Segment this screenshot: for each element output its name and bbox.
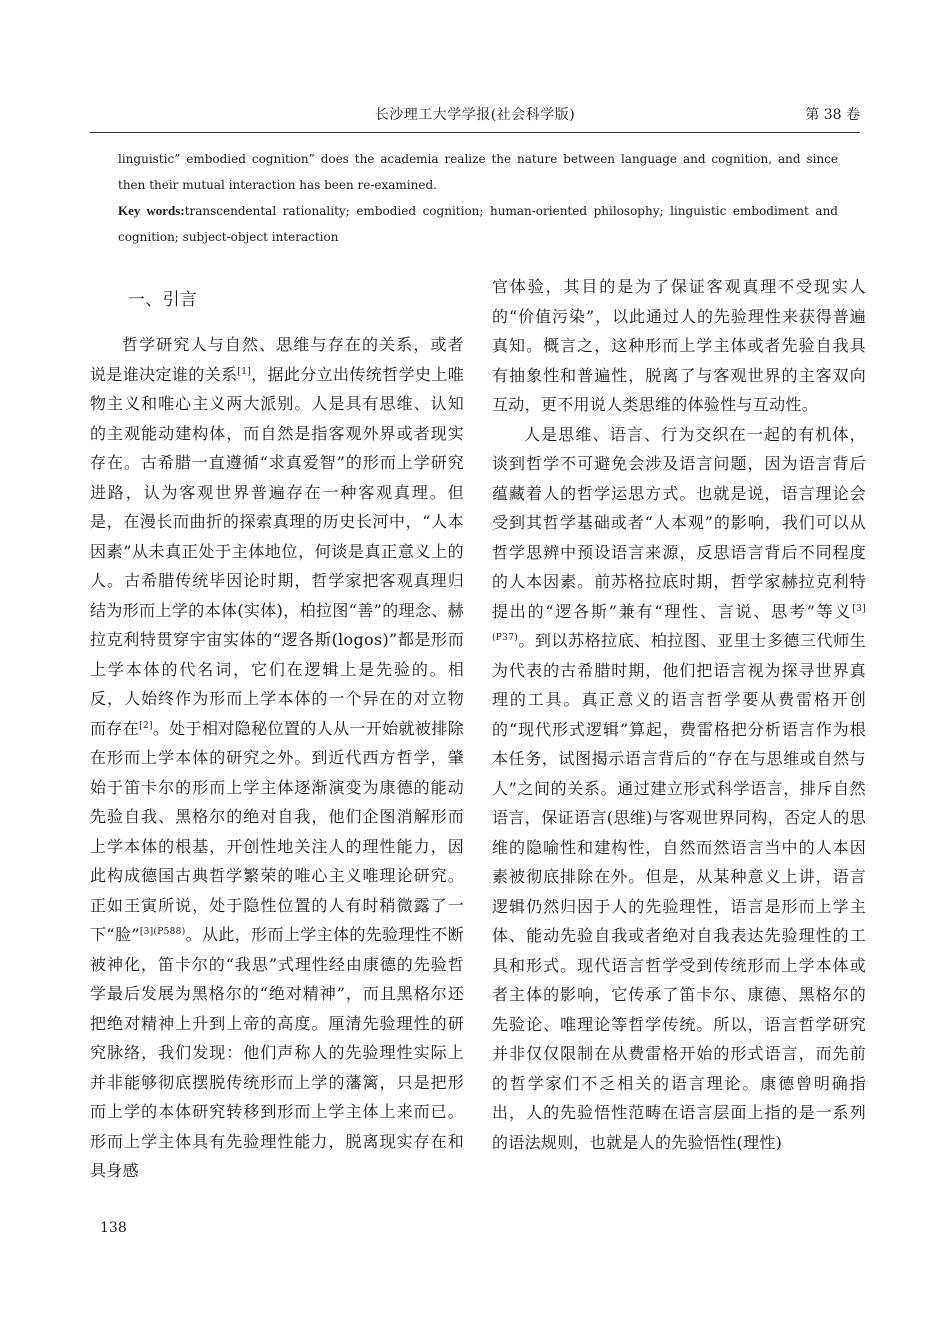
paragraph: 官体验，其目的是为了保证客观真理不受现实人的“价值污染”，以此通过人的先验理性来获得普遍真知。概言之，这种形而上学主体或者先验自我具有抽象性和普遍性，脱离了与客观世界的主客双向互动，更不用说人类思维的体验性与互动性。: [492, 277, 866, 414]
left-column: [90, 272, 464, 1186]
english-abstract-tail: [118, 146, 838, 250]
running-header: [90, 104, 860, 133]
keywords-text: transcendental rationality; embodied cognition; human-oriented philosophy; linguistic embodiment and cognition; subject-object interaction: [118, 204, 838, 244]
page-number: 138: [100, 1220, 127, 1236]
paragraph: [492, 420, 866, 1158]
keywords-line: [118, 198, 838, 250]
text-run: 。到以苏格拉底、柏拉图、亚里士多德三代师生为代表的古希腊时期，他们把语言视为探寻世界真理的工具。真正意义的语言哲学要从费雷格开创的“现代形式逻辑”算起，费雷格把分析语言作为根本任务，试图揭示语言背后的“存在与思维或自然与人”之间的关系。通过建立形式科学语言，排斥自然语言，保证语言(思维)与客观世界同构，否定人的思维的隐喻性和建构性，自然而然语言当中的人本因素被彻底排除在外。但是，从某种意义上讲，语言逻辑仍然归因于人的先验理性，语言是形而上学主体、能动先验自我或者绝对自我表达先验理性的工具和形式。现代语言哲学受到传统形而上学本体或者主体的影响，它传承了笛卡尔、康德、黑格尔的先验论、唯理论等哲学传统。所以，语言哲学研究并非仅仅限制在从费雷格开始的形式语言，而先前的哲学家们不乏相关的语言理论。康德曾明确指出，人的先验悟性范畴在语言层面上指的是一系列的语法规则，也就是人的先验悟性(理性): [492, 631, 866, 1152]
citation-ref: [2]: [139, 720, 153, 731]
citation-ref: [3](P588): [139, 927, 186, 937]
text-run: 人是思维、语言、行为交织在一起的有机体，谈到哲学不可避免会涉及语言问题，因为语言背后蕴藏着人的哲学运思方式。也就是说，语言理论会受到其哲学基础或者“人本观”的影响，我们可以从哲学思辨中预设语言来源，反思语言背后不同程度的人本因素。前苏格拉底时期，哲学家赫拉克利特提出的“逻各斯”兼有“理性、言说、思考”等义: [492, 424, 866, 621]
citation-ref: [1]: [237, 366, 252, 377]
abstract-text: linguistic” embodied cognition” does the academia realize the nature between language and cognition, and since then their mutual interaction has been re-examined.: [118, 152, 838, 192]
right-column: [492, 272, 866, 1157]
text-run: 。从此，形而上学主体的先验理性不断被神化，笛卡尔的“我思”式理性经由康德的先验哲学最后发展为黑格尔的“绝对精神”，而且黑格尔还把绝对精神上升到上帝的高度。厘清先验理性的研究脉络，我们发现：他们声称人的先验理性实际上并非能够彻底摆脱传统形而上学的藩篱，只是把形而上学的本体研究转移到形而上学主体上来而已。形而上学主体具有先验理性能力，脱离现实存在和具身感: [90, 925, 464, 1180]
citation-ref: [3](P37): [492, 603, 866, 643]
text-run: 哲学研究人与自然、思维与存在的关系，或者说是谁决定谁的关系: [90, 335, 464, 384]
volume-label: 第 38 卷: [805, 107, 860, 123]
section-heading: 一、引言: [128, 290, 198, 310]
text-run: ，据此分立出传统哲学史上唯物主义和唯心主义两大派别。人是具有思维、认知的主观能动建构体，而自然是指客观外界或者现实存在。古希腊一直遵循“求真爱智”的形而上学研究进路，认为客观世界普遍存在一种客观真理。但是，在漫长而曲折的探索真理的历史长河中，“人本因素”从未真正处于主体地位，何谈是真正意义上的人。古希腊传统毕因论时期，哲学家把客观真理归结为形而上学的本体(实体)，柏拉图“善”的理念、赫拉克利特贯穿宇宙实体的“逻各斯(logos)”都是形而上学本体的代名词，它们在逻辑上是先验的。相反，人始终作为形而上学本体的一个异在的对立物而存在: [90, 364, 465, 738]
keywords-label: Key words:: [118, 203, 185, 218]
paragraph: [90, 330, 464, 1186]
text-run: 。处于相对隐秘位置的人从一开始就被排除在形而上学本体的研究之外。到近代西方哲学，肇始于笛卡尔的形而上学主体逐渐演变为康德的能动先验自我、黑格尔的绝对自我，他们企图消解形而上学本体的根基，开创性地关注人的理性能力，因此构成德国古典哲学繁荣的唯心主义唯理论研究。正如王寅所说，处于隐性位置的人有时稍微露了一下“脸”: [90, 718, 464, 944]
journal-title: 长沙理工大学学报(社会科学版): [374, 107, 576, 123]
